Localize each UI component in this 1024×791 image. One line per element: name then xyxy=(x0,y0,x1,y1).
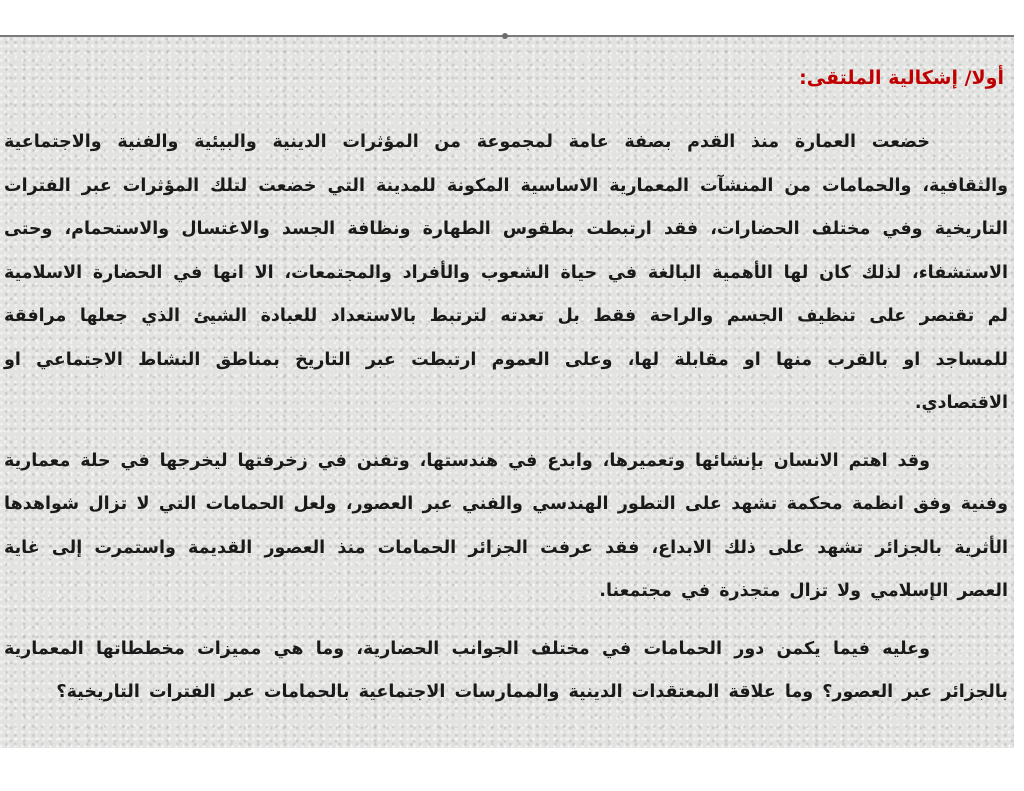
document-slide xyxy=(0,35,1014,748)
paragraph-history: وقد اهتم الانسان بإنشائها وتعميرها، وابدع في هندستها، وتفنن في زخرفتها ليخرجها في حلة معمارية وفنية وفق انظمة محكمة تشهد على التطور الهندسي والفني عبر العصور، ولعل الحمامات التي لا تزال شواهدها الأثرية بالجزائر تشهد على ذلك الابداع، فقد عرفت الجزائر الحمامات منذ العصور القديمة واستمرت إلى غاية العصر الإسلامي ولا تزال متجذرة في مجتمعنا. xyxy=(4,450,1008,601)
paragraph-intro: خضعت العمارة منذ القدم بصفة عامة لمجموعة من المؤثرات الدينية والبيئية والفنية والاجتماعية والثقافية، والحمامات من المنشآت المعمارية الاساسية المكونة للمدينة التي خضعت لتلك المؤثرات عبر الفترات التاريخية وفي مختلف الحضارات، فقد ارتبطت بطقوس الطهارة ونظافة الجسد والاغتسال والاستحمام، وحتى الاستشفاء، لذلك كان لها الأهمية البالغة في حياة الشعوب والأفراد والمجتمعات، الا انها في الحضارة الاسلامية لم تقتصر على تنظيف الجسم والراحة فقط بل تعدته لترتبط بالاستعداد للعبادة الشيئ الذي جعلها مرافقة للمساجد او بالقرب منها او مقابلة لها، وعلى العموم ارتبطت عبر التاريخ بمناطق النشاط الاجتماعي او الاقتصادي. xyxy=(4,132,1008,413)
paragraph-questions: وعليه فيما يكمن دور الحمامات في مختلف الجوانب الحضارية، وما هي مميزات مخططاتها المعمارية بالجزائر عبر العصور؟ وما علاقة المعتقدات الدينية والممارسات الاجتماعية بالحمامات عبر الفترات التاريخية؟ xyxy=(4,638,1008,702)
document-body xyxy=(4,121,1008,715)
section-heading: أولا/ إشكالية الملتقى: xyxy=(799,67,1004,89)
top-rule-dot-icon xyxy=(502,33,508,39)
